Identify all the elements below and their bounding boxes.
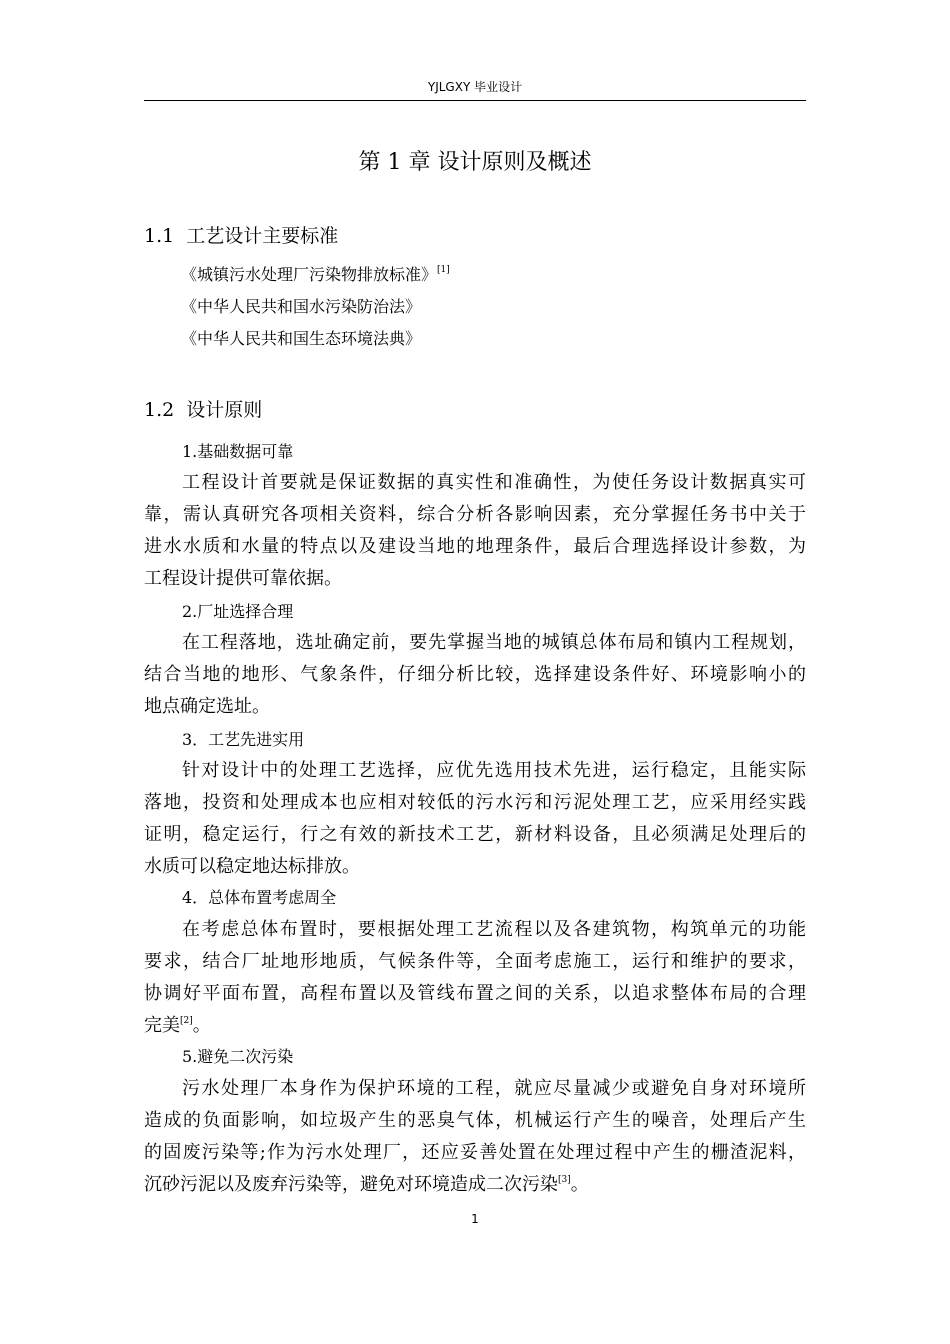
citation-marker: [3] — [558, 1175, 571, 1185]
citation-marker: [2] — [180, 1016, 193, 1026]
reference-text: 《城镇污水处理厂污染物排放标准》 — [181, 265, 438, 284]
paragraph-line — [144, 1172, 589, 1198]
paragraph-line: 协调好平面布置，高程布置以及管线布置之间的关系，以追求整体布局的合理 — [144, 983, 806, 1004]
line-text: 完美 — [144, 1015, 180, 1036]
principle-title: 5.避免二次污染 — [182, 1047, 294, 1066]
chapter-title: 第 1 章 设计原则及概述 — [358, 150, 592, 175]
line-tail: 。 — [192, 1015, 211, 1036]
section-number: 1.2 — [144, 399, 175, 421]
paragraph-line: 针对设计中的处理工艺选择，应优先选用技术先进，运行稳定，且能实际 — [182, 760, 806, 781]
paragraph-line: 靠，需认真研究各项相关资料，综合分析各影响因素，充分掌握任务书中关于 — [144, 504, 806, 525]
page-number: 1 — [471, 1212, 479, 1226]
paragraph-line: 要求，结合厂址地形地质，气候条件等，全面考虑施工，运行和维护的要求， — [144, 951, 806, 972]
paragraph-line — [144, 1013, 211, 1039]
paragraph-line: 工程设计首要就是保证数据的真实性和准确性，为使任务设计数据真实可 — [182, 472, 806, 493]
paragraph-line: 污水处理厂本身作为保护环境的工程，就应尽量减少或避免自身对环境所 — [182, 1078, 806, 1099]
paragraph-line: 结合当地的地形、气象条件，仔细分析比较，选择建设条件好、环境影响小的 — [144, 664, 806, 685]
principle-title: 2.厂址选择合理 — [182, 602, 294, 621]
line-text: 沉砂污泥以及废弃污染等，避免对环境造成二次污染 — [144, 1174, 558, 1195]
citation-marker: [1] — [437, 265, 450, 275]
page-header: YJLGXY 毕业设计 — [427, 80, 523, 94]
reference-text: 《中华人民共和国水污染防治法》 — [181, 297, 422, 316]
section-heading — [144, 222, 338, 250]
paragraph-line: 造成的负面影响，如垃圾产生的恶臭气体，机械运行产生的噪音，处理后产生 — [144, 1110, 806, 1131]
reference-text: 《中华人民共和国生态环境法典》 — [181, 329, 422, 348]
principle-title: 3．工艺先进实用 — [182, 730, 305, 749]
standard-reference — [181, 295, 421, 319]
section-number: 1.1 — [144, 225, 175, 247]
paragraph-line: 在工程落地，选址确定前，要先掌握当地的城镇总体布局和镇内工程规划， — [182, 632, 806, 653]
section-title-text: 工艺设计主要标准 — [186, 225, 339, 247]
principle-title: 1.基础数据可靠 — [182, 442, 294, 461]
standard-reference — [181, 263, 450, 287]
paragraph-line: 证明，稳定运行，行之有效的新技术工艺，新材料设备，且必须满足处理后的 — [144, 824, 806, 845]
standard-reference — [181, 327, 421, 351]
line-tail: 。 — [570, 1174, 589, 1195]
paragraph-line: 在考虑总体布置时，要根据处理工艺流程以及各建筑物，构筑单元的功能 — [182, 919, 806, 940]
section-title-text: 设计原则 — [186, 399, 263, 421]
paragraph-line: 工程设计提供可靠依据。 — [144, 568, 342, 589]
paragraph-line: 地点确定选址。 — [144, 696, 270, 717]
paragraph-line: 的固废污染等;作为污水处理厂，还应妥善处置在处理过程中产生的栅渣泥料， — [144, 1142, 806, 1163]
section-heading — [144, 396, 262, 424]
paragraph-line: 落地，投资和处理成本也应相对较低的污水污和污泥处理工艺，应采用经实践 — [144, 792, 806, 813]
principle-title: 4．总体布置考虑周全 — [182, 888, 337, 907]
header-rule — [144, 100, 806, 101]
paragraph-line: 进水水质和水量的特点以及建设当地的地理条件，最后合理选择设计参数，为 — [144, 536, 806, 557]
paragraph-line: 水质可以稳定地达标排放。 — [144, 856, 360, 877]
